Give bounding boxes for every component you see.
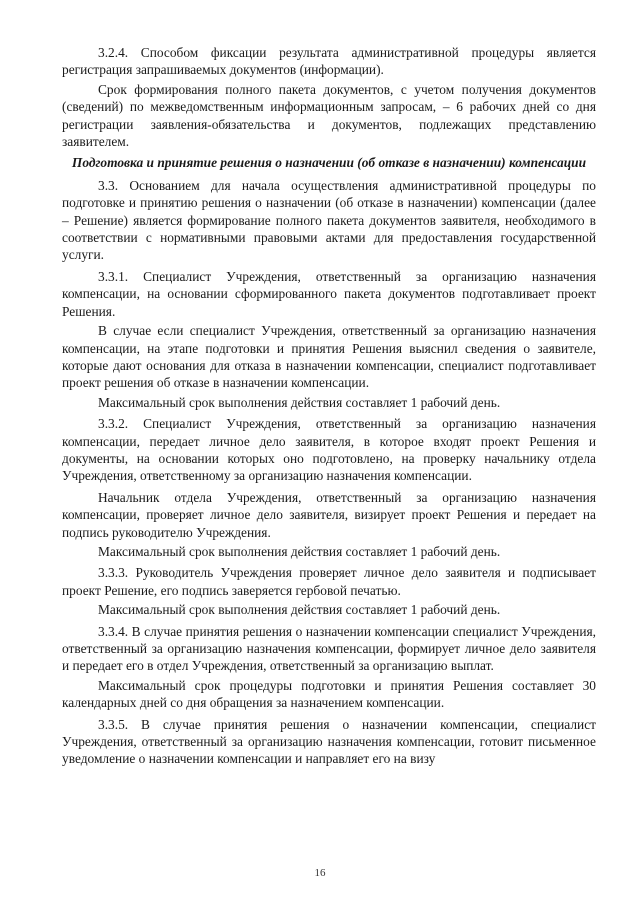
paragraph-3-2-4: 3.2.4. Способом фиксации результата административной процедуры является регистрация запрашиваемых документов (информации).: [62, 45, 596, 78]
paragraph-3-3: 3.3. Основанием для начала осуществления административной процедуры по подготовке и принятию решения о назначении (об отказе в назначении) компенсации (далее – Решение) является формирование полного пакета документов заявителя, необходимого в соответствии с нормативными правовыми актами для предоставления государственной услуги.: [62, 177, 596, 263]
paragraph-refusal-case: В случае если специалист Учреждения, ответственный за организацию назначения компенсации, на этапе подготовки и принятия Решения выяснил сведения о заявителе, которые дают основания для отказа в назначении компенсации, специалист подготавливает проект решения об отказе в назначении компенсации.: [62, 323, 596, 391]
paragraph-department-head: Начальник отдела Учреждения, ответственный за организацию назначения компенсации, проверяет личное дело заявителя, визирует проект Решения и передает на подпись руководителю Учреждения.: [62, 489, 596, 540]
paragraph-max-term-1: Максимальный срок выполнения действия составляет 1 рабочий день.: [98, 394, 501, 410]
paragraph-3-3-1: 3.3.1. Специалист Учреждения, ответственный за организацию назначения компенсации, на основании сформированного пакета документов подготавливает проект Решения.: [62, 268, 596, 319]
paragraph-3-3-2: 3.3.2. Специалист Учреждения, ответственный за организацию назначения компенсации, передает личное дело заявителя, в которое входят проект Решения и документы, на основании которых оно подготовлено, на проверку начальнику отдела Учреждения, ответственному за организацию назначения компенсации.: [62, 416, 596, 484]
paragraph-deadline-formation: Срок формирования полного пакета документов, с учетом получения документов (сведений) по межведомственным информационным запросам, – 6 рабочих дней со дня регистрации заявления-обязательства и документов, подлежащих представлению заявителем.: [62, 81, 596, 150]
paragraph-3-3-4: 3.3.4. В случае принятия решения о назначении компенсации специалист Учреждения, ответственный за организацию назначения компенсации, формирует личное дело заявителя и передает его в отдел Учреждения, ответственный за организацию выплат.: [62, 623, 596, 674]
document-body: [62, 44, 596, 768]
section-heading: Подготовка и принятие решения о назначении (об отказе в назначении) компенсации: [71, 155, 587, 171]
page-number: 16: [314, 867, 326, 879]
paragraph-max-term-3: Максимальный срок выполнения действия составляет 1 рабочий день.: [98, 602, 501, 618]
paragraph-max-term-2: Максимальный срок выполнения действия составляет 1 рабочий день.: [98, 543, 501, 559]
paragraph-3-3-3: 3.3.3. Руководитель Учреждения проверяет личное дело заявителя и подписывает проект Решение, его подпись заверяется гербовой печатью.: [62, 565, 596, 598]
paragraph-max-term-procedure: Максимальный срок процедуры подготовки и принятия Решения составляет 30 календарных дней со дня обращения за назначением компенсации.: [62, 677, 596, 711]
paragraph-3-3-5: 3.3.5. В случае принятия решения о назначении компенсации, специалист Учреждения, ответственный за организацию назначения компенсации, готовит письменное уведомление о назначении компенсации и направляет его на визу: [62, 716, 596, 767]
